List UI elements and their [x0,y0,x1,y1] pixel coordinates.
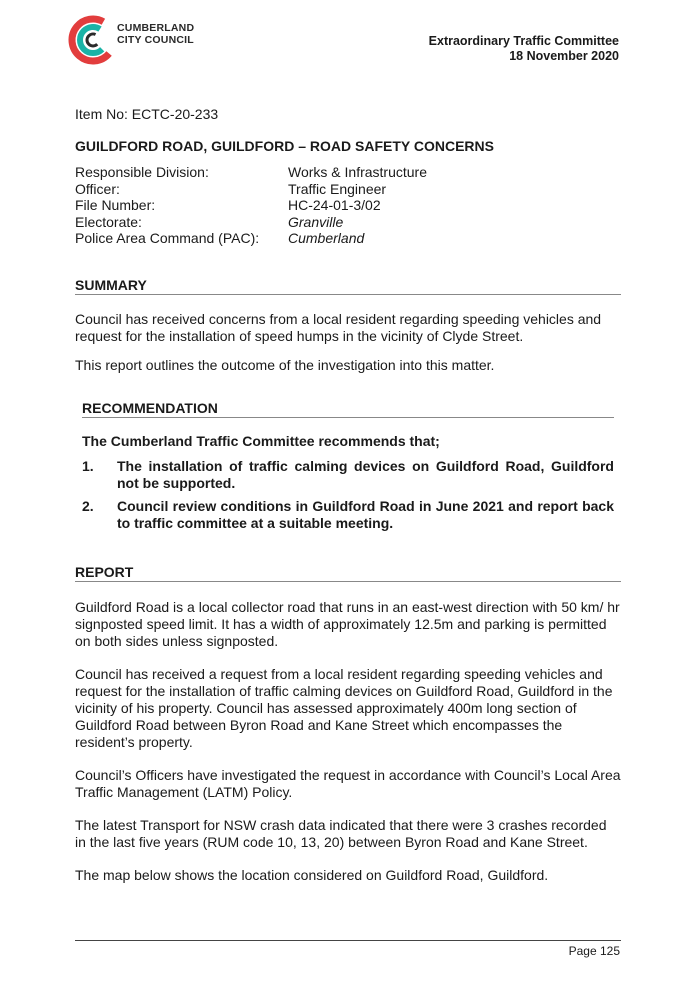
summary-body [75,311,621,374]
recommendation-number: 2. [82,498,94,514]
report-body [75,599,621,884]
recommendation-item [82,458,614,492]
recommendation-heading: RECOMMENDATION [82,400,218,416]
details-row [75,164,427,181]
recommendation-text: The installation of traffic calming devices on Guildford Road, Guildford not be supported. [117,458,614,491]
document-header [429,34,619,64]
meeting-date: 18 November 2020 [509,49,619,63]
item-number: Item No: ECTC-20-233 [75,106,219,122]
details-label: Police Area Command (PAC): [75,230,260,246]
logo-line2: CITY COUNCIL [117,34,194,46]
details-label: Responsible Division: [75,164,209,180]
report-paragraph: The map below shows the location considered on Guildford Road, Guildford. [75,867,549,883]
report-heading: REPORT [75,564,134,580]
details-label: File Number: [75,197,156,213]
details-label: Electorate: [75,213,142,230]
footer-divider [75,940,621,941]
details-value: HC-24-01-3/02 [288,197,381,213]
report-paragraph: Council has received a request from a local resident regarding speeding vehicles and request for the installation of traffic calming devices on Guildford Road, Guildford in the vicinity of his property. Council has assessed approximately 400m long section of Guildford Road between Byron Road and Kane Street which encompasses the resident’s property. [75,666,613,750]
details-value: Traffic Engineer [288,180,387,197]
details-value: Works & Infrastructure [288,164,428,180]
summary-paragraph: This report outlines the outcome of the investigation into this matter. [75,357,495,373]
recommendation-intro: The Cumberland Traffic Committee recommends that; [82,433,440,449]
report-paragraph: Guildford Road is a local collector road that runs in an east-west direction with 50 km/ hr signposted speed limit. It has a width of approximately 12.5m and parking is permitted on both sides unless signposted. [75,599,620,649]
report-divider [75,581,621,582]
recommendation-item [82,498,614,532]
recommendation-text: Council review conditions in Guildford Road in June 2021 and report back to traffic committee at a suitable meeting. [117,498,614,531]
page-number: Page 125 [568,944,620,958]
details-row [75,214,427,231]
item-title: GUILDFORD ROAD, GUILDFORD – ROAD SAFETY CONCERNS [75,138,494,154]
details-label: Officer: [75,180,120,197]
summary-heading: SUMMARY [75,277,147,293]
details-value: Granville [288,213,344,230]
logo-line1: CUMBERLAND [117,22,195,34]
summary-divider [75,294,621,295]
recommendation-number: 1. [82,458,94,474]
details-value: Cumberland [288,230,365,246]
logo-text [117,22,194,46]
committee-name: Extraordinary Traffic Committee [428,34,619,48]
recommendation-divider [82,417,614,418]
summary-paragraph: Council has received concerns from a local resident regarding speeding vehicles and request for the installation of speed humps in the vicinity of Clyde Street. [75,311,602,344]
details-row [75,181,427,198]
report-paragraph: The latest Transport for NSW crash data indicated that there were 3 crashes recorded in the last five years (RUM code 10, 13, 20) between Byron Road and Kane Street. [75,817,607,850]
details-row [75,197,427,214]
details-table [75,164,427,247]
details-row [75,230,427,247]
recommendation-body [82,433,614,532]
report-paragraph: Council’s Officers have investigated the request in accordance with Council’s Local Area Traffic Management (LATM) Policy. [75,767,621,800]
